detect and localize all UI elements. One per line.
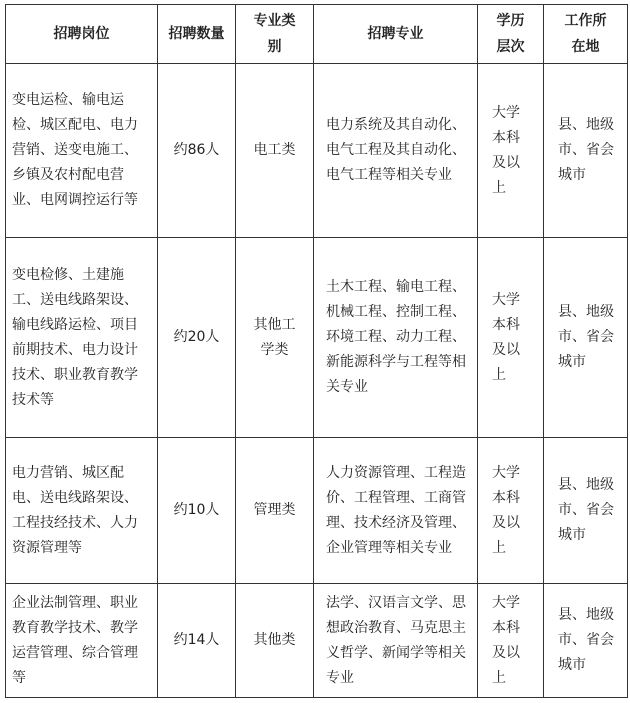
- location-cell: 县、地级市、省会城市: [544, 238, 628, 438]
- education-cell: 大学本科及以上: [478, 584, 544, 698]
- table-row: [6, 584, 628, 698]
- category-cell: 电工类: [236, 64, 314, 238]
- majors-cell: 法学、汉语言文学、思想政治教育、马克思主义哲学、新闻学等相关专业: [314, 584, 478, 698]
- majors-cell: 土木工程、输电工程、机械工程、控制工程、环境工程、动力工程、新能源科学与工程等相关专业: [314, 238, 478, 438]
- majors-cell: 人力资源管理、工程造价、工程管理、工商管理、技术经济及管理、企业管理等相关专业: [314, 438, 478, 584]
- education-cell: 大学本科及以上: [478, 64, 544, 238]
- header-count: 招聘数量: [158, 5, 236, 64]
- category-cell: 管理类: [236, 438, 314, 584]
- majors-cell: 电力系统及其自动化、电气工程及其自动化、电气工程等相关专业: [314, 64, 478, 238]
- location-cell: 县、地级市、省会城市: [544, 64, 628, 238]
- education-cell: 大学本科及以上: [478, 238, 544, 438]
- count-cell: 约14人: [158, 584, 236, 698]
- position-cell: 变电检修、土建施工、送电线路架设、输电线路运检、项目前期技术、电力设计技术、职业教育教学技术等: [6, 238, 158, 438]
- count-cell: 约86人: [158, 64, 236, 238]
- position-cell: 企业法制管理、职业教育教学技术、教学运营管理、综合管理等: [6, 584, 158, 698]
- category-cell: 其他类: [236, 584, 314, 698]
- table-row: [6, 438, 628, 584]
- location-cell: 县、地级市、省会城市: [544, 438, 628, 584]
- position-cell: 电力营销、城区配电、送电线路架设、工程技经技术、人力资源管理等: [6, 438, 158, 584]
- header-education: 学历层次: [478, 5, 544, 64]
- category-cell: 其他工学类: [236, 238, 314, 438]
- education-cell: 大学本科及以上: [478, 438, 544, 584]
- table-row: [6, 64, 628, 238]
- header-row: [6, 5, 628, 64]
- recruitment-table: [5, 4, 628, 698]
- header-location: 工作所在地: [544, 5, 628, 64]
- location-cell: 县、地级市、省会城市: [544, 584, 628, 698]
- position-cell: 变电运检、输电运检、城区配电、电力营销、送变电施工、乡镇及农村配电营业、电网调控运行等: [6, 64, 158, 238]
- table-row: [6, 238, 628, 438]
- header-majors: 招聘专业: [314, 5, 478, 64]
- header-position: 招聘岗位: [6, 5, 158, 64]
- count-cell: 约20人: [158, 238, 236, 438]
- header-category: 专业类别: [236, 5, 314, 64]
- count-cell: 约10人: [158, 438, 236, 584]
